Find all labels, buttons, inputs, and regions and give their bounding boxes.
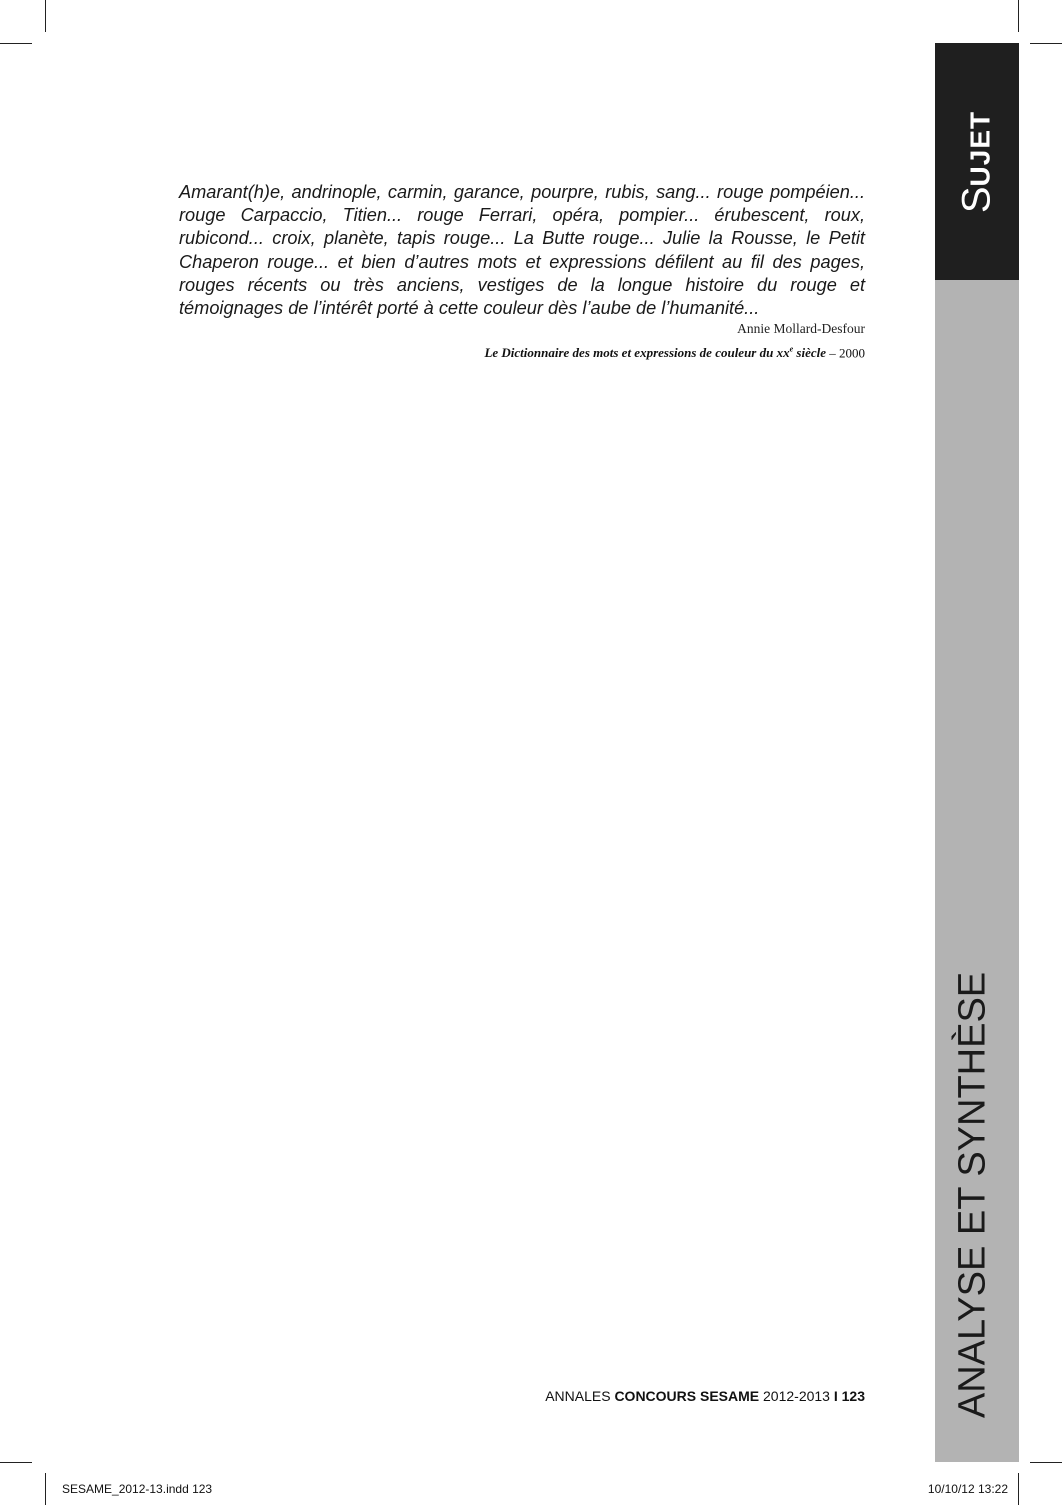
footer-annales: ANNALES: [545, 1388, 615, 1404]
sujet-initial: S: [954, 186, 999, 214]
crop-mark-bottom-right-h: [1030, 1462, 1062, 1463]
slug-datetime: 10/10/12 13:22: [927, 1482, 1008, 1496]
sujet-label: [955, 111, 1000, 213]
section-title: ANALYSE ET SYNTHÈSE: [951, 971, 994, 1419]
quote-source: [484, 345, 865, 361]
footer-concours: CONCOURS SESAME: [614, 1388, 760, 1404]
quote-author: Annie Mollard-Desfour: [737, 321, 865, 336]
footer-separator: I: [833, 1388, 838, 1404]
source-title-part2: siècle: [793, 345, 826, 361]
source-century: xx: [776, 345, 790, 361]
crop-mark-top-right-h: [1030, 43, 1062, 44]
crop-mark-top-left: [45, 0, 46, 32]
epigraph-quote: Amarant(h)e, andrinople, carmin, garance, pourpre, rubis, sang... rouge pompéien... rouge Carpaccio, Titien... rouge Ferrari, opéra, pompier... érubescent, roux, rubicond... croix, planète, tapis rouge... La Butte rouge... Julie la Rousse, le Petit Chaperon rouge... et bien d’autres mots et expressions défilent au fil des pages, rouges récents ou très anciens, vestiges de la longue histoire du rouge et témoignages de l’intérêt porté à cette couleur dès l’aube de l’humanité...: [179, 182, 865, 319]
crop-mark-top-left-h: [0, 43, 32, 44]
footer-years: 2012-2013: [759, 1388, 834, 1404]
crop-mark-bottom-left-h: [0, 1462, 32, 1463]
crop-mark-bottom-left: [45, 1473, 46, 1505]
source-title-part1: Le Dictionnaire des mots et expressions de couleur du: [484, 345, 777, 361]
source-title: [484, 345, 826, 360]
sujet-rest: UJET: [964, 110, 996, 187]
source-year: – 2000: [826, 345, 865, 361]
crop-mark-bottom-right: [1018, 1473, 1019, 1505]
source-century-sup: e: [789, 345, 794, 354]
slug-file: SESAME_2012-13.indd 123: [62, 1482, 213, 1496]
page-number: 123: [837, 1388, 865, 1404]
page-footer: [545, 1388, 865, 1404]
crop-mark-top-right: [1018, 0, 1019, 32]
